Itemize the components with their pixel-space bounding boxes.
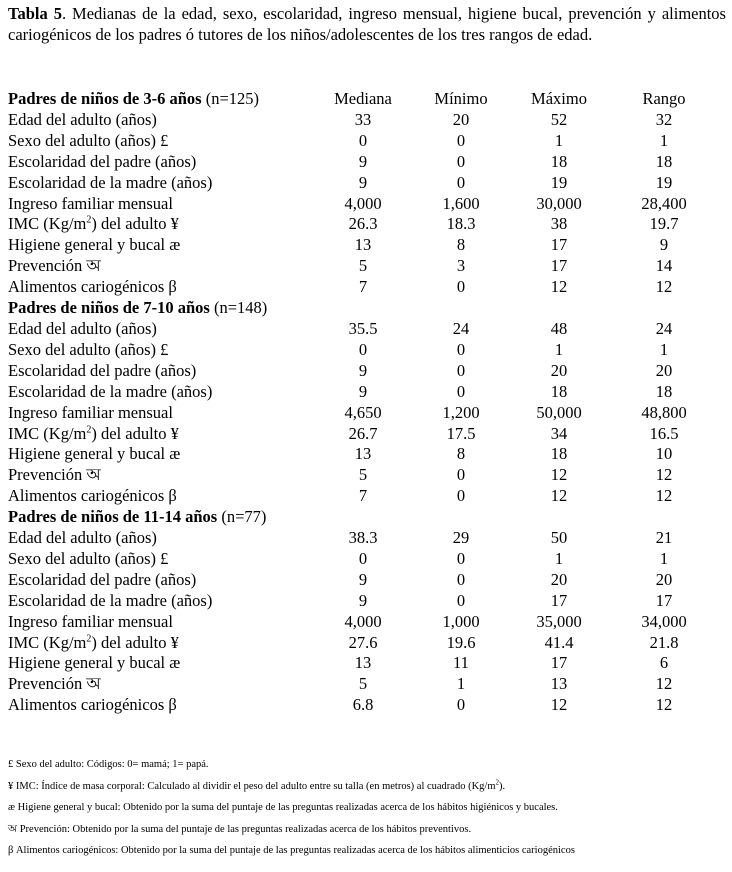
table-row (8, 361, 714, 382)
value-cell: 18 (655, 151, 673, 171)
row-label: Sexo del adulto (años) £ (8, 130, 169, 150)
value-cell: 1 (659, 339, 669, 359)
value-cell: 9 (358, 172, 368, 192)
group-header (8, 507, 308, 528)
value-cell: 9 (659, 235, 669, 255)
value-cell: 12 (655, 486, 673, 506)
value-cell: 21 (655, 528, 673, 548)
row-label-text: IMC (Kg/m (8, 214, 87, 234)
row-label: Escolaridad del padre (años) (8, 360, 197, 380)
empty-cell (418, 298, 504, 319)
footnote: β Alimentos cariogénicos: Obtenido por la suma del puntaje de las preguntas realizadas acerca de los hábitos alimenticios cariogénicos (8, 845, 575, 856)
value-cell: 10 (655, 444, 673, 464)
value-cell: 50 (550, 528, 568, 548)
value-cell: 8 (456, 444, 466, 464)
row-label: Escolaridad de la madre (años) (8, 381, 213, 401)
value-cell: 18 (655, 381, 673, 401)
value-cell: 29 (452, 528, 470, 548)
value-cell: 32 (655, 109, 673, 129)
table-row (8, 695, 714, 716)
value-cell: 1,000 (442, 611, 480, 631)
row-label: Edad del adulto (años) (8, 318, 157, 338)
value-cell: 50,000 (536, 402, 582, 422)
value-cell: 12 (550, 277, 568, 297)
row-label-text: IMC (Kg/m (8, 423, 87, 443)
table-row (8, 110, 714, 131)
value-cell: 13 (354, 235, 372, 255)
value-cell: 4,650 (344, 402, 382, 422)
table-row (8, 256, 714, 277)
value-cell: 0 (456, 339, 466, 359)
row-label-text: ) del adulto ¥ (91, 632, 179, 652)
empty-cell (614, 298, 714, 319)
row-label-text: IMC (Kg/m (8, 632, 87, 652)
value-cell: 17 (550, 256, 568, 276)
group-title: Padres de niños de 11-14 años (8, 507, 218, 527)
value-cell: 1 (456, 674, 466, 694)
value-cell: 12 (550, 465, 568, 485)
value-cell: 17 (655, 590, 673, 610)
column-header: Mínimo (434, 89, 488, 108)
value-cell: 0 (456, 486, 466, 506)
footnote: অ Prevención: Obtenido por la suma del puntaje de las preguntas realizadas acerca de los hábitos preventivos. (8, 823, 472, 835)
value-cell: 0 (456, 277, 466, 297)
table-row (8, 131, 714, 152)
table-row (8, 424, 714, 445)
value-cell: 35,000 (536, 611, 582, 631)
value-cell: 17 (550, 653, 568, 673)
row-label: Higiene general y bucal æ (8, 444, 181, 464)
value-cell: 34,000 (641, 611, 687, 631)
value-cell: 20 (655, 360, 673, 380)
table-body (8, 89, 714, 716)
row-label: Alimentos cariogénicos β (8, 486, 177, 506)
table-row (8, 194, 714, 215)
row-label: Escolaridad del padre (años) (8, 151, 197, 171)
value-cell: 11 (453, 653, 469, 673)
value-cell: 13 (354, 653, 372, 673)
footnotes (8, 758, 728, 866)
group-n: (n=148) (213, 298, 268, 318)
value-cell: 9 (358, 360, 368, 380)
footnote-text: ). (499, 780, 506, 792)
table-row (8, 633, 714, 654)
value-cell: 5 (358, 674, 368, 694)
superscript: 2 (86, 214, 92, 226)
value-cell: 24 (452, 318, 470, 338)
group-header (8, 89, 308, 110)
caption-text: . Medianas de la edad, sexo, escolaridad, ingreso mensual, higiene bucal, prevención y alimentos cariogénicos de los padres ó tutores de los niños/adolescentes de los tres rangos de edad. (8, 4, 726, 44)
empty-cell (308, 507, 418, 528)
value-cell: 0 (456, 130, 466, 150)
value-cell: 4,000 (344, 193, 382, 213)
empty-cell (614, 507, 714, 528)
empty-cell (504, 298, 614, 319)
value-cell: 18.3 (446, 214, 476, 234)
value-cell: 7 (358, 486, 368, 506)
group-title: Padres de niños de 3-6 años (8, 89, 202, 108)
value-cell: 0 (456, 590, 466, 610)
group-header-row (8, 298, 714, 319)
footnote (8, 780, 728, 802)
value-cell: 18 (550, 444, 568, 464)
value-cell: 34 (550, 423, 568, 443)
value-cell: 38.3 (348, 528, 378, 548)
value-cell: 38 (550, 214, 568, 234)
value-cell: 30,000 (536, 193, 582, 213)
value-cell: 52 (550, 109, 568, 129)
value-cell: 4,000 (344, 611, 382, 631)
value-cell: 27.6 (348, 632, 378, 652)
footnote: æ Higiene general y bucal: Obtenido por la suma del puntaje de las preguntas realizadas acerca de los hábitos higiénicos y bucales. (8, 802, 558, 813)
value-cell: 26.3 (348, 214, 378, 234)
row-label: Prevención অ (8, 465, 101, 485)
value-cell: 12 (550, 486, 568, 506)
value-cell: 20 (550, 569, 568, 589)
value-cell: 0 (456, 569, 466, 589)
footnote-text: ¥ IMC: Índice de masa corporal: Calculado al dividir el peso del adulto entre su talla (en metros) al cuadrado (Kg/m (8, 780, 496, 792)
value-cell: 17.5 (446, 423, 476, 443)
value-cell: 18 (550, 151, 568, 171)
value-cell: 35.5 (348, 318, 378, 338)
value-cell: 6 (659, 653, 669, 673)
value-cell: 19.7 (649, 214, 679, 234)
value-cell: 13 (550, 674, 568, 694)
table-row (8, 382, 714, 403)
value-cell: 9 (358, 151, 368, 171)
table-row (8, 444, 714, 465)
row-label: Escolaridad de la madre (años) (8, 172, 213, 192)
group-header-row (8, 89, 714, 110)
value-cell: 21.8 (649, 632, 679, 652)
value-cell: 20 (452, 109, 470, 129)
row-label: Alimentos cariogénicos β (8, 695, 177, 715)
superscript: 2 (86, 424, 92, 435)
value-cell: 1,200 (442, 402, 480, 422)
column-header: Rango (642, 89, 686, 108)
table-row (8, 340, 714, 361)
table-caption (8, 4, 726, 45)
value-cell: 3 (456, 256, 466, 276)
value-cell: 17 (550, 590, 568, 610)
value-cell: 33 (354, 109, 372, 129)
table-row (8, 319, 714, 340)
value-cell: 9 (358, 381, 368, 401)
value-cell: 0 (456, 465, 466, 485)
row-label: Edad del adulto (años) (8, 109, 157, 129)
value-cell: 0 (456, 695, 466, 715)
table-row (8, 214, 714, 235)
column-header: Máximo (531, 89, 587, 108)
value-cell: 5 (358, 256, 368, 276)
group-n: (n=77) (221, 507, 267, 527)
row-label: Prevención অ (8, 256, 101, 276)
value-cell: 0 (456, 548, 466, 568)
table-row (8, 486, 714, 507)
value-cell: 19 (550, 172, 568, 192)
table-row (8, 235, 714, 256)
value-cell: 20 (655, 569, 673, 589)
value-cell: 14 (655, 256, 673, 276)
value-cell: 12 (655, 277, 673, 297)
value-cell: 1 (659, 130, 669, 150)
row-label: Sexo del adulto (años) £ (8, 548, 169, 568)
value-cell: 6.8 (352, 695, 374, 715)
value-cell: 19 (655, 172, 673, 192)
superscript: 2 (495, 778, 500, 786)
table-row (8, 612, 714, 633)
value-cell: 16.5 (649, 423, 679, 443)
value-cell: 0 (358, 339, 368, 359)
column-header: Mediana (334, 89, 392, 108)
row-label: Edad del adulto (años) (8, 528, 157, 548)
value-cell: 17 (550, 235, 568, 255)
superscript: 2 (86, 633, 92, 645)
table-row (8, 465, 714, 486)
value-cell: 0 (358, 548, 368, 568)
group-n: (n=125) (205, 89, 260, 108)
row-label: Sexo del adulto (años) £ (8, 339, 169, 359)
table-row (8, 570, 714, 591)
group-title: Padres de niños de 7-10 años (8, 298, 210, 318)
value-cell: 12 (550, 695, 568, 715)
table-label: Tabla 5 (8, 4, 62, 23)
group-header (8, 298, 308, 319)
row-label-text: ) del adulto ¥ (91, 423, 179, 443)
empty-cell (504, 507, 614, 528)
table-row (8, 653, 714, 674)
value-cell: 26.7 (348, 423, 378, 443)
value-cell: 18 (550, 381, 568, 401)
row-label: Ingreso familiar mensual (8, 611, 173, 631)
value-cell: 7 (358, 277, 368, 297)
value-cell: 0 (456, 151, 466, 171)
value-cell: 5 (358, 465, 368, 485)
value-cell: 48,800 (641, 402, 687, 422)
row-label: Escolaridad del padre (años) (8, 569, 197, 589)
row-label: Escolaridad de la madre (años) (8, 590, 213, 610)
value-cell: 1 (554, 339, 564, 359)
table-row (8, 277, 714, 298)
table-row (8, 528, 714, 549)
row-label: Ingreso familiar mensual (8, 402, 173, 422)
table-row (8, 591, 714, 612)
value-cell: 1,600 (442, 193, 480, 213)
row-label (8, 633, 308, 654)
footnote: £ Sexo del adulto: Códigos: 0= mamá; 1= papá. (8, 759, 209, 770)
row-label: Higiene general y bucal æ (8, 235, 181, 255)
value-cell: 41.4 (544, 632, 574, 652)
value-cell: 1 (554, 130, 564, 150)
value-cell: 8 (456, 235, 466, 255)
empty-cell (308, 298, 418, 319)
group-header-row (8, 507, 714, 528)
value-cell: 9 (358, 590, 368, 610)
value-cell: 28,400 (641, 193, 687, 213)
value-cell: 0 (456, 360, 466, 380)
value-cell: 1 (554, 548, 564, 568)
value-cell: 1 (659, 548, 669, 568)
table-row (8, 674, 714, 695)
row-label: Alimentos cariogénicos β (8, 277, 177, 297)
value-cell: 20 (550, 360, 568, 380)
value-cell: 19.6 (446, 632, 476, 652)
row-label: Higiene general y bucal æ (8, 653, 181, 673)
table-row (8, 173, 714, 194)
row-label-text: ) del adulto ¥ (91, 214, 179, 234)
row-label (8, 214, 308, 235)
table-row (8, 549, 714, 570)
value-cell: 12 (655, 674, 673, 694)
value-cell: 24 (655, 318, 673, 338)
table-row (8, 403, 714, 424)
table-row (8, 152, 714, 173)
value-cell: 0 (456, 172, 466, 192)
statistics-table (8, 89, 714, 716)
row-label (8, 424, 308, 445)
empty-cell (418, 507, 504, 528)
value-cell: 0 (358, 130, 368, 150)
value-cell: 12 (655, 465, 673, 485)
row-label: Ingreso familiar mensual (8, 193, 173, 213)
value-cell: 13 (354, 444, 372, 464)
value-cell: 9 (358, 569, 368, 589)
value-cell: 48 (550, 318, 568, 338)
value-cell: 12 (655, 695, 673, 715)
row-label: Prevención অ (8, 674, 101, 694)
value-cell: 0 (456, 381, 466, 401)
